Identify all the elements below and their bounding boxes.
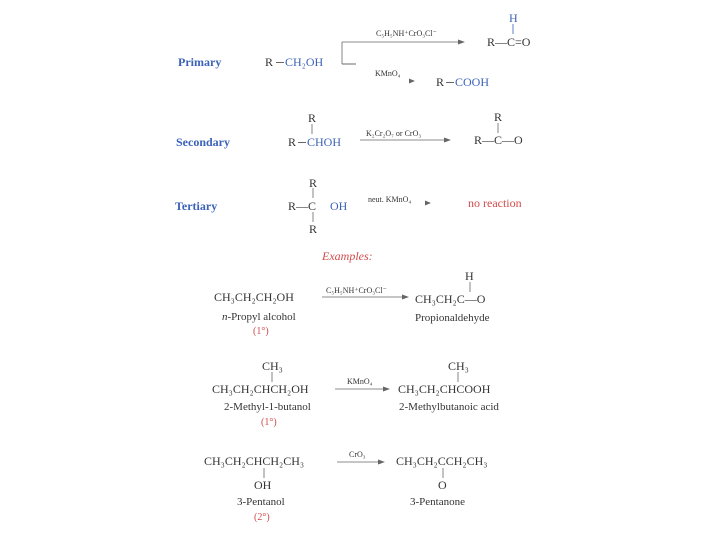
example-3-reactant-bottom: OH: [254, 478, 272, 492]
example-2-product-top: CH₃: [448, 359, 469, 373]
example-1-product-name: Propionaldehyde: [415, 312, 490, 324]
example-1-reactant: CH₃CH₂CH₂OH: [214, 290, 294, 304]
primary-product-1: R—C=O: [487, 35, 531, 49]
primary-reagent-2: KMnO₄: [375, 69, 401, 78]
secondary-reactant-bond: [298, 142, 306, 143]
tertiary-reactant-mid: R—C: [288, 199, 317, 213]
example-3-product-name: 3-Pentanone: [410, 496, 465, 508]
secondary-label: Secondary: [176, 135, 230, 149]
secondary-reagent: K₂Cr₂O₇ or CrO₃: [366, 129, 422, 138]
example-3-product-bottom: O: [438, 478, 447, 492]
secondary-reactant-r: R: [288, 135, 297, 149]
example-2-product: CH₃CH₂CHCOOH: [398, 382, 491, 396]
tertiary-reactant-oh: OH: [330, 199, 348, 213]
example-1-reactant-name: n-Propyl alcohol: [222, 311, 296, 323]
example-2-degree: (1°): [261, 417, 277, 428]
example-2-product-name: 2-Methylbutanoic acid: [399, 401, 499, 413]
primary-arrowhead-2: [409, 79, 415, 84]
secondary-product-top: R: [494, 110, 503, 124]
example-1-degree: (1°): [253, 326, 269, 337]
example-3-reagent: CrO₃: [349, 450, 366, 459]
tertiary-label: Tertiary: [175, 199, 218, 213]
secondary-product: R—C—O: [474, 133, 523, 147]
primary-reactant-r: R: [265, 55, 274, 69]
example-3-product: CH₃CH₂CCH₂CH₃: [396, 454, 488, 468]
example-3-degree: (2°): [254, 512, 270, 523]
example-3-reactant-name: 3-Pentanol: [237, 496, 285, 508]
example-1-arrowhead: [402, 295, 409, 300]
secondary-arrowhead: [444, 138, 451, 143]
primary-reactant-group: CH₂OH: [285, 55, 324, 69]
primary-product-2-r: R: [436, 75, 445, 89]
example-3-arrowhead: [378, 460, 385, 465]
example-2-reactant-name: 2-Methyl-1-butanol: [224, 401, 311, 413]
primary-reactant-bond: [276, 62, 284, 63]
primary-arrowhead-1: [458, 40, 465, 45]
example-2-reactant-top: CH₃: [262, 359, 283, 373]
primary-product-2-group: COOH: [455, 75, 490, 89]
example-1-product-h: H: [465, 269, 474, 283]
primary-product-2-bond: [446, 82, 454, 83]
secondary-reactant-top: R: [308, 111, 317, 125]
example-2-arrowhead: [383, 387, 390, 392]
primary-reagent-1: C₅H₅NH⁺CrO₃Cl⁻: [376, 29, 437, 38]
examples-heading: Examples:: [322, 249, 373, 263]
tertiary-reactant-top: R: [309, 176, 318, 190]
secondary-reactant-group: CHOH: [307, 135, 342, 149]
tertiary-reagent: neut. KMnO₄: [368, 195, 412, 204]
primary-label: Primary: [178, 55, 222, 69]
example-2-reactant: CH₃CH₂CHCH₂OH: [212, 382, 309, 396]
example-1-product: CH₃CH₂C—O: [415, 292, 486, 306]
primary-product-1-h: H: [509, 11, 518, 25]
example-1-reagent: C₅H₅NH⁺CrO₃Cl⁻: [326, 286, 387, 295]
tertiary-arrowhead: [425, 201, 431, 206]
tertiary-reactant-bottom: R: [309, 222, 318, 236]
example-2-reagent: KMnO₄: [347, 377, 373, 386]
example-3-reactant: CH₃CH₂CHCH₂CH₃: [204, 454, 305, 468]
tertiary-product: no reaction: [468, 196, 522, 210]
